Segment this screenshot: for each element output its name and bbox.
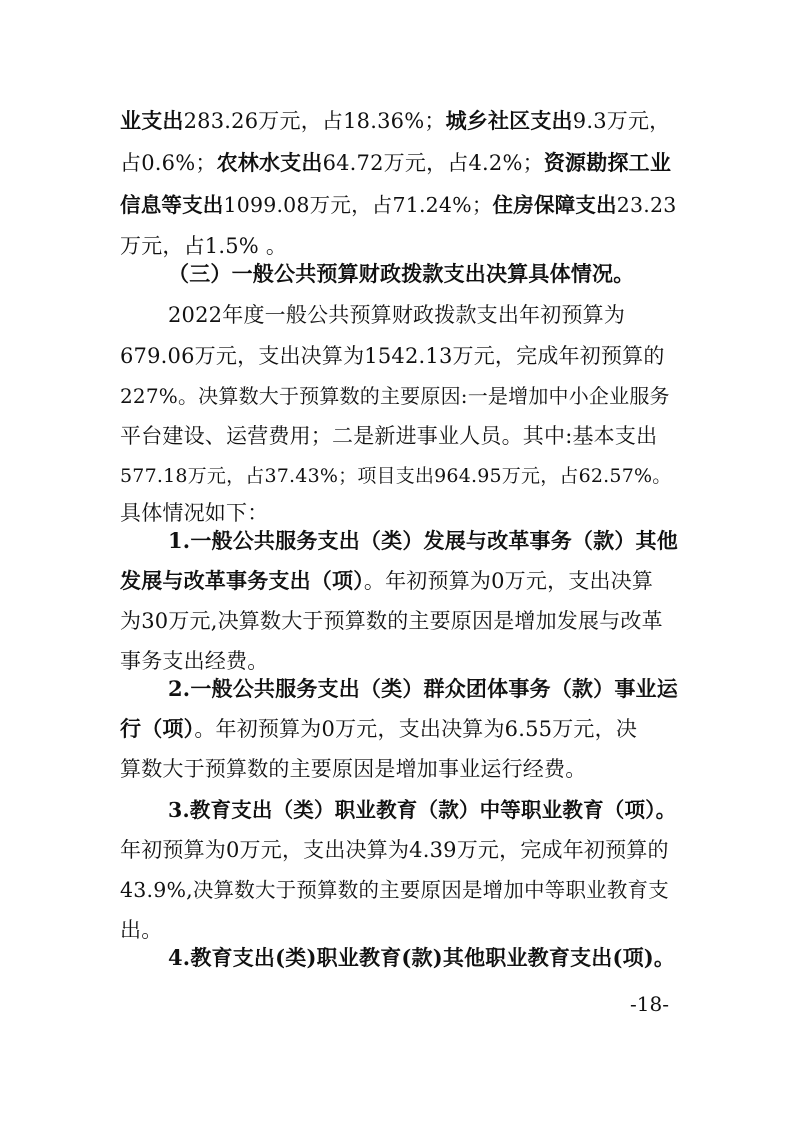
text-line <box>120 711 680 747</box>
page-number: -18- <box>630 992 669 1016</box>
text-line <box>120 603 680 639</box>
bold-text-segment: 农林水支出 <box>216 150 323 175</box>
text-segment: 。年初预算为0万元，支出决算为6.55万元，决 <box>194 717 638 741</box>
bold-text-segment: 住房保障支出 <box>492 193 617 217</box>
text-line <box>168 671 680 707</box>
bold-text-segment: 资源勘探工业 <box>543 150 672 175</box>
text-segment: 算数大于预算数的主要原因是增加事业运行经费。 <box>120 757 587 781</box>
text-segment: 43.9%,决算数大于预算数的主要原因是增加中等职业教育支 <box>120 878 669 902</box>
text-segment: 679.06万元，支出决算为1542.13万元，完成年初预算的 <box>120 344 665 368</box>
text-line <box>168 792 680 828</box>
bold-text-segment: 发展与改革事务支出（项） <box>120 568 364 593</box>
bold-text-segment: 3.教育支出（类）职业教育（款）中等职业教育（项）。 <box>168 798 677 822</box>
bold-text-segment: （三）一般公共预算财政拨款支出决算具体情况。 <box>168 261 635 286</box>
text-segment: 2022年度一般公共预算财政拨款支出年初预算为 <box>168 303 626 327</box>
text-segment: 年初预算为0万元，支出决算为4.39万元，完成年初预算的 <box>120 838 669 862</box>
text-segment: 577.18万元，占37.43%；项目支出964.95万元，占62.57%。 <box>120 465 672 487</box>
text-line <box>120 418 680 454</box>
bold-text-segment: 业支出 <box>120 108 184 133</box>
text-line <box>168 297 680 333</box>
text-line <box>120 751 680 787</box>
text-line <box>120 832 680 868</box>
text-line <box>168 523 680 559</box>
text-line <box>168 256 680 292</box>
text-segment: 为30万元,决算数大于预算数的主要原因是增加发展与改革 <box>120 609 663 633</box>
text-segment: 占0.6%； <box>120 151 217 175</box>
text-line <box>168 940 680 976</box>
text-segment: 64.72万元，占4.2%； <box>322 151 544 175</box>
text-segment: 283.26万元，占18.36%； <box>183 109 446 133</box>
text-line <box>120 338 680 374</box>
text-segment: 227%。决算数大于预算数的主要原因:一是增加中小企业服务 <box>120 384 670 408</box>
text-segment: 23.23 <box>616 193 677 217</box>
text-segment: 万元，占1.5% 。 <box>120 234 288 258</box>
bold-text-segment: 行（项） <box>120 716 195 741</box>
text-segment: 平台建设、运营费用；二是新进事业人员。其中:基本支出 <box>120 424 658 448</box>
bold-text-segment: 城乡社区支出 <box>445 108 573 133</box>
text-segment: 。年初预算为0万元，支出决算 <box>363 569 654 593</box>
text-segment: 9.3万元， <box>572 109 671 133</box>
bold-text-segment: 信息等支出 <box>120 193 224 217</box>
text-line <box>120 872 680 908</box>
text-line <box>120 458 680 494</box>
bold-text-segment: 2.一般公共服务支出（类）群众团体事务（款）事业运 <box>168 676 678 701</box>
bold-text-segment: 4.教育支出(类)职业教育(款)其他职业教育支出(项)。 <box>168 945 676 970</box>
text-segment: 事务支出经费。 <box>120 649 269 673</box>
bold-text-segment: 1.一般公共服务支出（类）发展与改革事务（款）其他 <box>168 528 678 553</box>
text-line <box>120 378 680 414</box>
text-line <box>120 187 680 223</box>
text-line <box>120 145 680 181</box>
text-line <box>120 103 680 139</box>
text-segment: 具体情况如下： <box>120 501 269 525</box>
text-segment: 1099.08万元，占71.24%； <box>223 193 493 217</box>
text-segment: 出。 <box>120 918 163 942</box>
text-line <box>120 563 680 599</box>
